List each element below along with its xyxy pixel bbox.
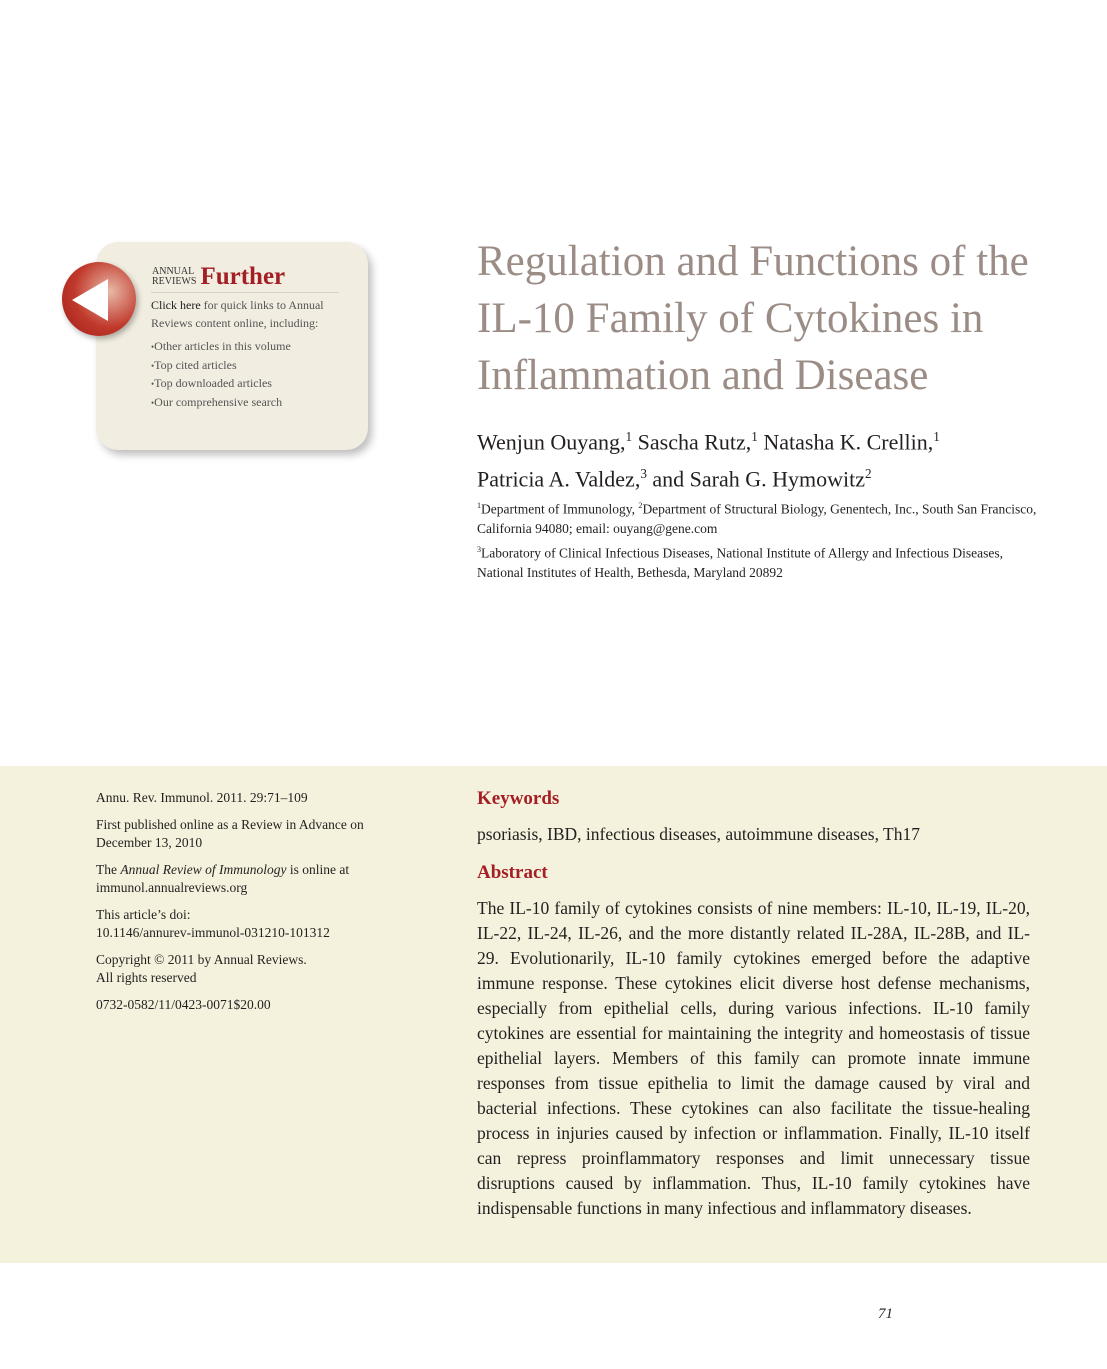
abstract-heading: Abstract [477,862,548,883]
brand-line1: ANNUAL [152,266,195,277]
copyright: Copyright © 2011 by Annual Reviews. [96,951,307,967]
copyright-info [96,951,416,988]
brand-line2: REVIEWS [152,276,197,287]
author-sup: 1 [625,429,633,444]
authors [477,421,1077,496]
author-sup: 1 [751,429,758,444]
aff-text: Laboratory of Clinical Infectious Diseases, National Institute of Allergy and Infectious Diseases, National Institutes of Health, Bethesda, Maryland 20892 [477,545,1004,580]
author: and Sarah G. Hymowitz [652,466,866,492]
affiliation-1 [477,496,1037,538]
list-item[interactable]: • Our comprehensive search [151,394,351,413]
online-pre: The [96,861,121,877]
doi-label: This article’s doi: [96,906,191,922]
author-sup: 2 [865,466,872,482]
author: Patricia A. Valdez, [477,466,641,492]
doi[interactable]: 10.1146/annurev-immunol-031210-101312 [96,925,330,940]
annual-reviews-further-logo [152,263,285,291]
aff-text: Department of Structural Biology, Genentech, Inc., South San Francisco, California 94080; email: ouyang@gene.com [477,501,1037,536]
keywords-text: psoriasis, IBD, infectious diseases, autoimmune diseases, Th17 [477,824,920,844]
list-item[interactable]: • Other articles in this volume [151,338,351,357]
author: Wenjun Ouyang, [477,429,626,455]
click-here-link[interactable]: Click here [151,298,201,312]
aff-sup: 3 [477,545,482,554]
divider [151,292,339,293]
page-number: 71 [878,1306,893,1322]
rights: All rights reserved [96,970,197,985]
aff-sup: 1 [477,501,482,510]
further-text [151,297,351,412]
author: Natasha K. Crellin, [763,429,934,455]
arrow-left-icon [72,279,108,321]
list-item[interactable]: • Top downloaded articles [151,375,351,394]
author: Sascha Rutz, [637,429,752,455]
abstract-text: The IL-10 family of cytokines consists of nine members: IL-10, IL-19, IL-20, IL-22, IL-24, IL-26, and the more distantly related IL-28A, IL-28B, and IL-29. Evolutionarily, IL-10 family cytokines emerged before the adaptive immune response. These cytokines elicit diverse host defense mechanisms, especially from epithelial cells, during various infections. IL-10 family cytokines are essential for maintaining the integrity and homeostasis of tissue epithelial layers. Members of this family can promote innate immune responses from tissue epithelia to limit the damage caused by viral and bacterial infections. These cytokines can also facilitate the tissue-healing process in injuries caused by infection or inflammation. Finally, IL-10 itself can repress proinflammatory responses and limit unnecessary tissue disruptions caused by inflammation. Thus, IL-10 family cytokines have indispensable functions in many infectious and inflammatory diseases. [477,898,1030,1218]
article-title: Regulation and Functions of the IL-10 Family of Cytokines in Inflammation and Disease [477,238,1029,399]
brand-name: Further [200,263,286,290]
online-url[interactable]: is online at immunol.annualreviews.org [96,861,350,895]
aff-text: Department of Immunology, [481,501,639,517]
citation: Annu. Rev. Immunol. 2011. 29:71–109 [96,790,308,805]
journal-name: Annual Review of Immunology [120,861,287,877]
list-item[interactable]: • Top cited articles [151,357,351,376]
online-info [96,861,416,898]
further-description: for quick links to Annual Reviews content online, including: [151,298,324,330]
author-sup: 1 [933,429,940,444]
published-date: First published online as a Review in Advance on December 13, 2010 [96,816,364,850]
affiliation-2 [477,540,1037,582]
article-code: 0732-0582/11/0423-0071$20.00 [96,996,271,1012]
aff-sup: 2 [638,501,643,510]
article-meta [96,789,416,1022]
keywords-heading: Keywords [477,788,560,809]
doi-info [96,906,416,943]
author-sup: 3 [640,466,647,482]
